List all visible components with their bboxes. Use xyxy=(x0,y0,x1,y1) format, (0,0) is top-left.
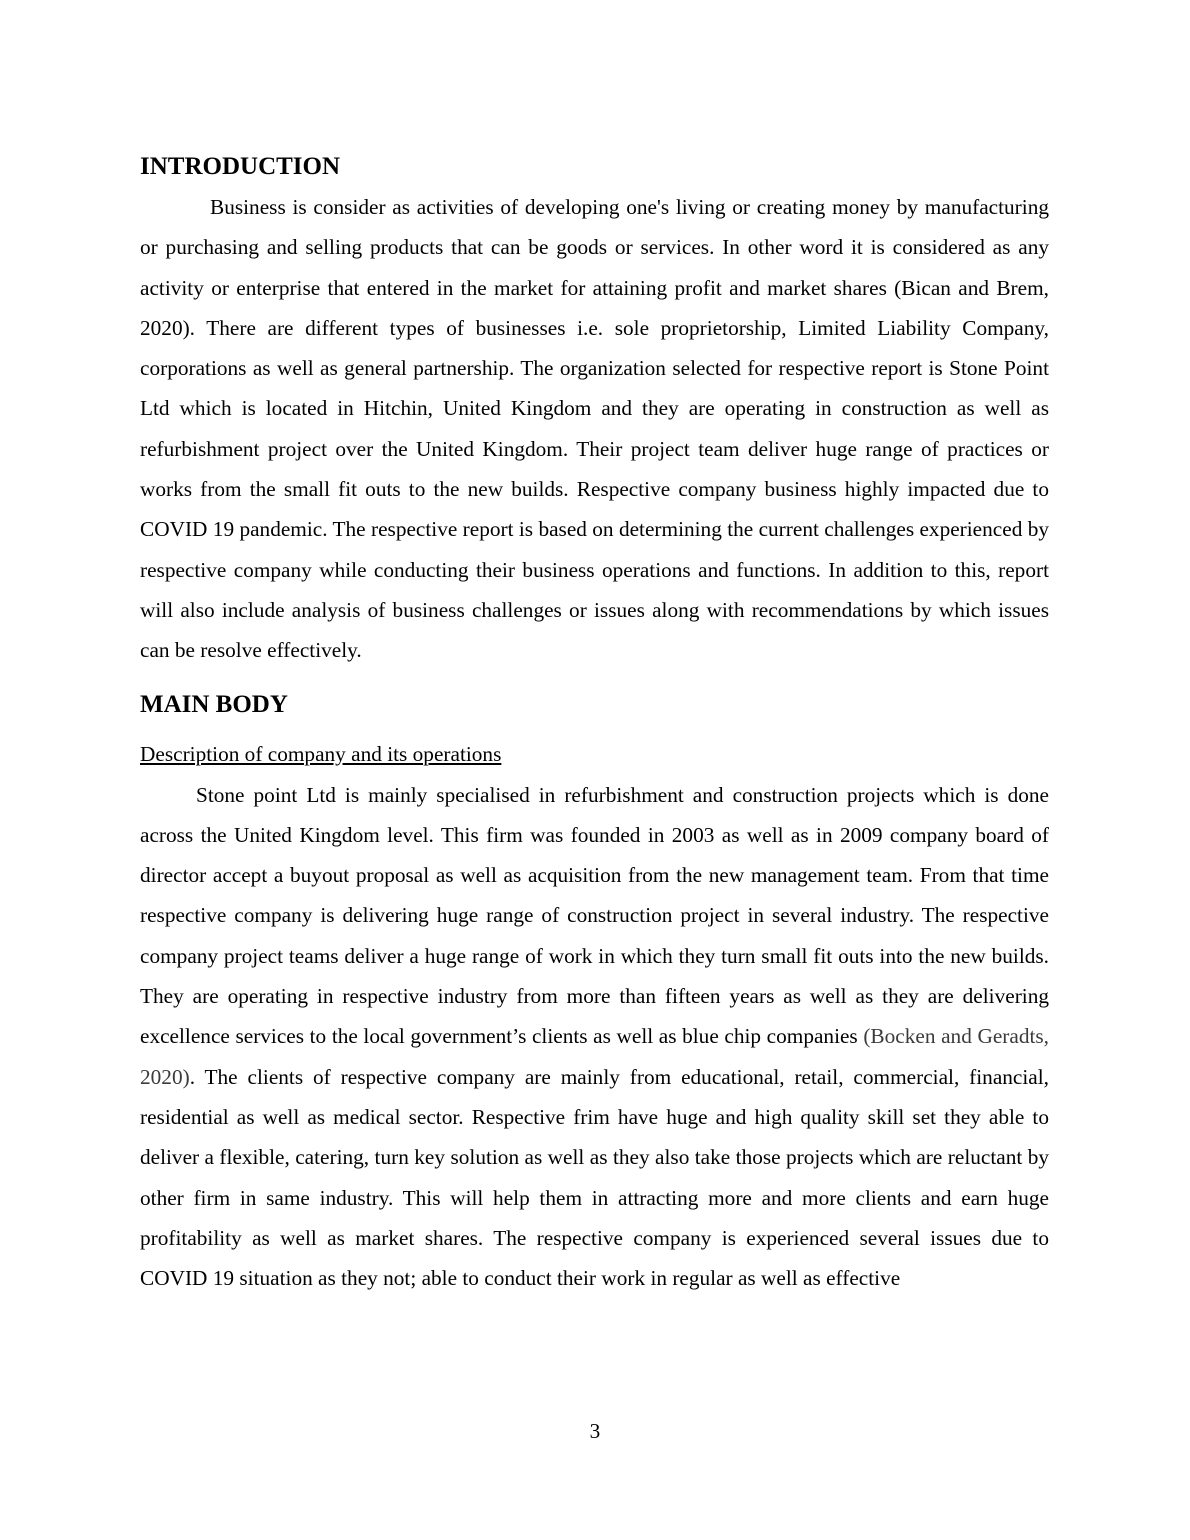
main-body-heading: MAIN BODY xyxy=(140,690,288,718)
paragraph-text-part1: Stone point Ltd is mainly specialised in refurbishment and construction projects which is done across the United Kingdom level. This firm was founded in 2003 as well as in 2009 company board of director accept a buyout proposal as well as acquisition from the new management team. From that time respective company is delivering huge range of construction project in several industry. The respective company project teams deliver a huge range of work in which they turn small fit outs into the new builds. They are operating in respective industry from more than fifteen years as well as they are delivering excellence services to the local government’s clients as well as blue chip companies xyxy=(140,782,1049,1049)
paragraph-text-part2: . The clients of respective company are mainly from educational, retail, commercial, financial, residential as well as medical sector. Respective frim have huge and high quality skill set they able to deliver a flexible, catering, turn key solution as well as they also take those projects which are reluctant by other firm in same industry. This will help them in attracting more and more clients and earn huge profitability as well as market shares. The respective company is experienced several issues due to COVID 19 situation as they not; able to conduct their work in regular as well as effective xyxy=(140,1064,1049,1291)
company-description-subheading: Description of company and its operations xyxy=(140,741,502,766)
page-number: 3 xyxy=(589,1419,601,1443)
citation: (Bocken and Geradts, 2020) xyxy=(140,1024,1050,1089)
introduction-paragraph: Business is consider as activities of developing one's living or creating money by manufacturing or purchasing and selling products that can be goods or services. In other word it is considered as any activity or enterprise that entered in the market for attaining profit and market shares (Bican and Brem, 2020). There are different types of businesses i.e. sole proprietorship, Limited Liability Company, corporations as well as general partnership. The organization selected for respective report is Stone Point Ltd which is located in Hitchin, United Kingdom and they are operating in construction as well as refurbishment project over the United Kingdom. Their project team deliver huge range of practices or works from the small fit outs to the new builds. Respective company business highly impacted due to COVID 19 pandemic. The respective report is based on determining the current challenges experienced by respective company while conducting their business operations and functions. In addition to this, report will also include analysis of business challenges or issues along with recommendations by which issues can be resolve effectively. xyxy=(140,195,1049,663)
document-page xyxy=(140,150,1049,1298)
company-description-paragraph xyxy=(140,775,1049,1299)
introduction-heading: INTRODUCTION xyxy=(140,153,341,180)
